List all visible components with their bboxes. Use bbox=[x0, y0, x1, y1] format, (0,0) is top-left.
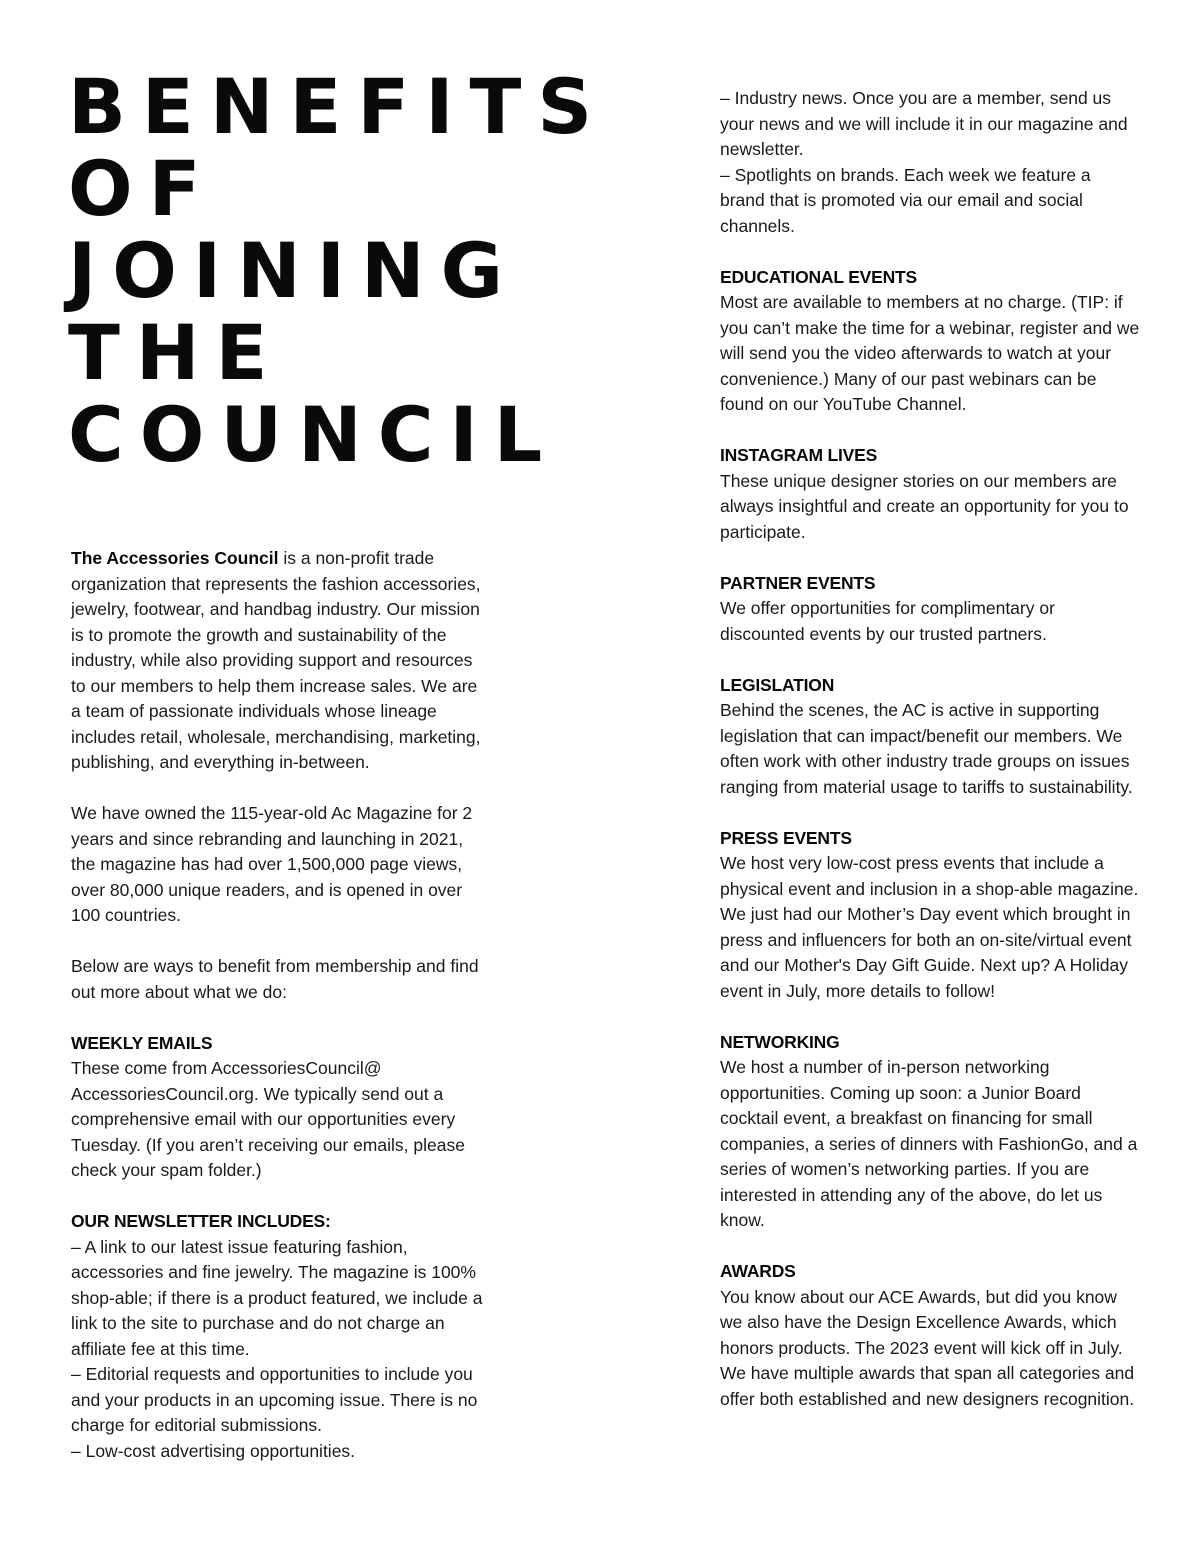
newsletter-item: – Industry news. Once you are a member, send us your news and we will include it in our magazine and newsletter. bbox=[720, 88, 1128, 159]
title-line: COUNCIL bbox=[68, 390, 559, 479]
newsletter-item: – Editorial requests and opportunities to include you and your products in an upcoming issue. There is no charge for editorial submissions. bbox=[71, 1364, 478, 1435]
legislation-heading: LEGISLATION bbox=[720, 674, 835, 695]
title-line: BENEFITS bbox=[68, 62, 609, 151]
newsletter-item: – A link to our latest issue featuring fashion, accessories and fine jewelry. The magazine is 100% shop-able; if there is a product featured, we include a link to the site to purchase and do not charge an affiliate fee at this time. bbox=[71, 1236, 483, 1359]
networking-text: We host a number of in-person networking opportunities. Coming up soon: a Junior Board cocktail event, a breakfast on financing for small companies, a series of dinners with FashionGo, and a series of women’s networking parties. If you are interested in attending any of the above, do let us know. bbox=[720, 1057, 1138, 1230]
weekly-emails-text: These come from AccessoriesCouncil@ AccessoriesCouncil.org. We typically send out a comprehensive email with our opportunities every Tuesday. (If you aren’t receiving our emails, please check your spam folder.) bbox=[71, 1058, 465, 1180]
educational-events-text: Most are available to members at no charge. (TIP: if you can’t make the time for a webinar, register and we will send you the video afterwards to watch at your convenience.) Many of our past webinars can be found on our YouTube Channel. bbox=[720, 292, 1140, 414]
newsletter-item: – Spotlights on brands. Each week we feature a brand that is promoted via our email and social channels. bbox=[720, 164, 1091, 236]
instagram-lives-heading: INSTAGRAM LIVES bbox=[720, 445, 878, 465]
newsletter-heading: OUR NEWSLETTER INCLUDES: bbox=[71, 1211, 331, 1231]
partner-events-heading: PARTNER EVENTS bbox=[720, 572, 876, 593]
partner-events-text: We offer opportunities for complimentary or discounted events by our trusted partners. bbox=[720, 598, 1055, 644]
org-name: The Accessories Council bbox=[71, 548, 279, 568]
right-column bbox=[720, 86, 1140, 1412]
legislation-text: Behind the scenes, the AC is active in supporting legislation that can impact/benefit our members. We often work with other industry trade groups on issues ranging from material usage to tariffs to sustainability. bbox=[720, 700, 1133, 797]
page-title bbox=[68, 62, 628, 479]
left-column bbox=[71, 546, 491, 1464]
press-events-heading: PRESS EVENTS bbox=[720, 827, 852, 848]
networking-heading: NETWORKING bbox=[720, 1031, 840, 1052]
title-line: OF bbox=[68, 144, 217, 233]
awards-heading: AWARDS bbox=[720, 1261, 796, 1281]
awards-text: You know about our ACE Awards, but did you know we also have the Design Excellence Awards, which honors products. The 2023 event will kick off in July. We have multiple awards that span all categories and offer both established and new designers recognition. bbox=[720, 1286, 1135, 1409]
benefit-intro: Below are ways to benefit from membership and find out more about what we do: bbox=[71, 956, 479, 1002]
press-events-text: We host very low-cost press events that include a physical event and inclusion in a shop-able magazine. We just had our Mother’s Day event which brought in press and influencers for both an on-site/virtual event and our Mother's Day Gift Guide. Next up? A Holiday event in July, more details to follow! bbox=[720, 853, 1139, 1001]
instagram-lives-text: These unique designer stories on our members are always insightful and create an opportunity for you to participate. bbox=[720, 470, 1129, 542]
title-line: JOINING bbox=[68, 226, 520, 315]
magazine-paragraph: We have owned the 115-year-old Ac Magazine for 2 years and since rebranding and launching in 2021, the magazine has had over 1,500,000 page views, over 80,000 unique readers, and is opened in over 100 countries. bbox=[71, 803, 473, 925]
intro-paragraph bbox=[71, 546, 491, 776]
title-line: THE bbox=[68, 308, 284, 397]
newsletter-item: – Low-cost advertising opportunities. bbox=[71, 1440, 356, 1461]
educational-events-heading: EDUCATIONAL EVENTS bbox=[720, 266, 918, 287]
intro-text: is a non-profit trade organization that represents the fashion accessories, jewelry, footwear, and handbag industry. Our mission is to promote the growth and sustainability of the industry, while also providing support and resources to our members to help them increase sales. We are a team of passionate individuals whose lineage includes retail, wholesale, merchandising, marketing, publishing, and everything in-between. bbox=[71, 548, 481, 772]
weekly-emails-heading: WEEKLY EMAILS bbox=[71, 1032, 213, 1053]
